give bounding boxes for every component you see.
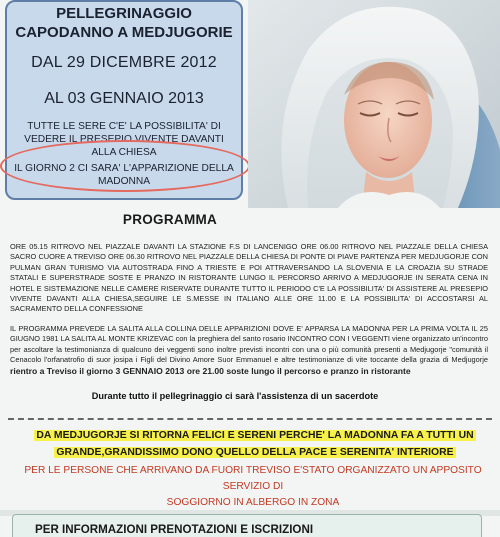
dashed-divider — [8, 418, 492, 420]
info-box — [12, 514, 482, 537]
end-date: AL 03 GENNAIO 2013 — [44, 90, 204, 107]
madonna-illustration — [248, 0, 500, 208]
presepio-note: TUTTE LE SERE C'E' LA POSSIBILITA' DI VEDERE IL PRESEPIO VIVENTE DAVANTI ALLA CHIESA — [24, 121, 224, 158]
assistance-note: Durante tutto il pellegrinaggio ci sarà l'assistenza di un sacerdote — [91, 391, 379, 401]
header-title: PELLEGRINAGGIO — [56, 5, 192, 22]
madonna-image — [248, 0, 500, 208]
info-heading: PER INFORMAZIONI PRENOTAZIONI E ISCRIZIONI — [35, 523, 314, 536]
start-date: DAL 29 DICEMBRE 2012 — [31, 54, 217, 71]
apparition-note: IL GIORNO 2 CI SARA' L'APPARIZIONE DELLA MADONNA — [14, 163, 234, 187]
highlight-line-1: DA MEDJUGORJE SI RITORNA FELICI E SERENI PERCHE' LA MADONNA FA A TUTTI UN — [36, 430, 474, 441]
program-text: IL PROGRAMMA PREVEDE LA SALITA ALLA COLLINA DELLE APPARIZIONI DOVE E' APPARSA LA MADONNA PER LA PRIMA VOLTA IL 25 GIUGNO 1981 LA SALITA AL MONTE KRIZEVAC con la preghiera del santo rosario INCONTRO CON I VEGGENTI viene organizzato un'incontro per ascoltare la testimonianza di qualcuno dei veggenti sono inoltre previsti incontri con una o più comunità presenti a Medjugorje "comunità il Cenacolo l'orfanatrofio di suor josipa i Figli del Divino Amore Suor Emmanuel e altre testimonianze di vite toccante della grazia di Medjugorje — [10, 324, 488, 365]
programma-title: PROGRAMMA — [122, 212, 218, 227]
itinerary-paragraph: ORE 05.15 RITROVO NEL PIAZZALE DAVANTI LA STAZIONE F.S DI LANCENIGO ORE 06.00 RITROVO NEL PIAZZALE DELLA CHIESA SACRO CUORE A TREVISO ORE 06.30 RITROVO NEL PIAZZALE DELLA CHIESA DI PONTE DI PIAVE PARTENZA PER MEDJUGORJE CON PULMAN GRAN TURISMO VIA AUTOSTRADA FINO A TRIESTE E POI ATTRAVERSANDO LA SLOVENIA E LA CROAZIA SU STRADE STATALI E SUPERSTRADE SOSTE E PRANZO IN RISTORANTE LUNGO IL PERCORSO ARRIVO A MEDJUGORJE IN SERATA CENA IN HOTEL E SISTEMAZIONE NELLE CAMERE RISERVATE DURANTE TUTTO IL PERIODO C'E LA POSSIBILITA' DI ASSISTERE AL PRESEPIO VIVENTE DAVANTI ALLA CHIESA,SEGUIRE LE S.MESSE IN ITALIANO ALLE ORE 11.00 E LA POSSIBILITA' DI ACCOSTARSI AL SACRAMENTO DELLA CONFESSIONE — [10, 242, 488, 314]
program-paragraph — [10, 324, 488, 377]
return-text: rientro a Treviso il giorno 3 GENNAIO 2013 ore 21.00 soste lungo il percorso e pranzo in ristorante — [10, 365, 411, 376]
header-box — [5, 0, 243, 200]
header-subtitle: CAPODANNO A MEDJUGORIE — [15, 24, 233, 41]
hotel-notice — [18, 463, 488, 511]
highlight-line-2: GRANDE,GRANDISSIMO DONO QUELLO DELLA PACE E SERENITA' INTERIORE — [56, 447, 454, 458]
hotel-notice-line-1: PER LE PERSONE CHE ARRIVANO DA FUORI TREVISO E'STATO ORGANIZZATO UN APPOSITO SERVIZIO DI — [24, 465, 482, 492]
highlight-block — [34, 427, 476, 461]
hotel-notice-line-2: SOGGIORNO IN ALBERGO IN ZONA — [166, 497, 340, 508]
